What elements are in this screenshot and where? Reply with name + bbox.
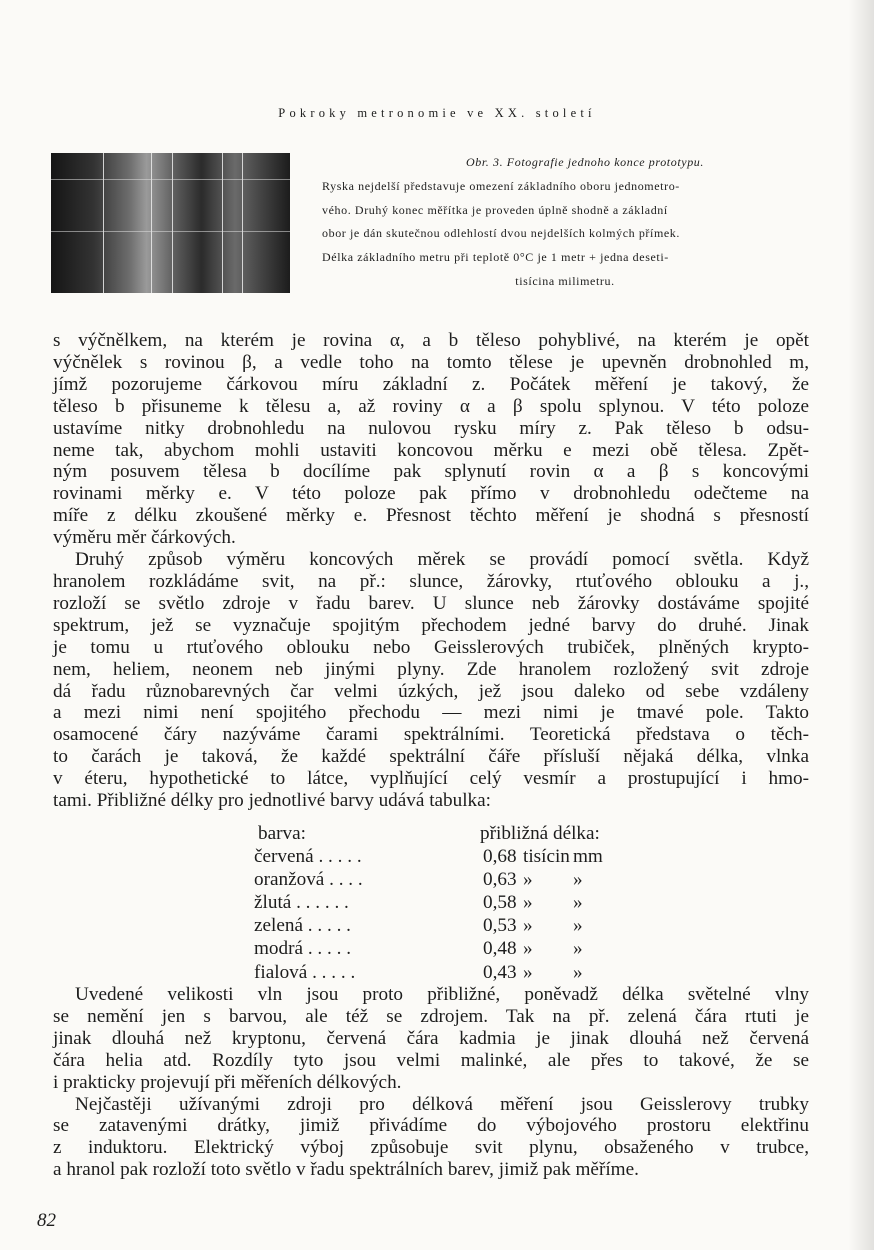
row-unit: mm [573,846,603,868]
text-line: ustavíme nitky drobnohledu na nulovou rysku míry z. Pak těleso b odsu- [53,417,809,439]
text-line: i prakticky projevují při měřeních délkových. [53,1071,402,1093]
row-value: 0,43 [483,961,517,983]
running-head: Pokroky metronomie ve XX. století [278,106,596,120]
paragraph-3 [53,984,809,1094]
caption-line: tisícina milimetru. [515,273,615,288]
row-color: červená . . . . . [254,846,362,868]
text-line: výměru měr čárkových. [53,527,236,549]
text-line: ným posuvem tělesa b docílíme pak splynutí rovin α a β s koncovými [53,461,809,483]
row-unit: » [523,938,533,960]
row-unit: » [573,938,583,960]
scale-line [222,153,223,293]
scale-line [51,231,290,232]
row-unit: » [573,892,583,914]
row-color: fialová . . . . . [254,961,356,983]
text-line: jímž pozorujeme čárkovou míru základní z. Počátek měření je takový, že [53,373,809,395]
caption-line: vého. Druhý konec měřítka je proveden úplně shodně a základní [322,202,668,217]
text-line: jinak dlouhá než kryptonu, červená čára kadmia je jinak dlouhá než červená [53,1027,809,1049]
row-unit: » [523,915,533,937]
scale-line [151,153,152,293]
paragraph-4 [53,1094,809,1182]
row-value: 0,48 [483,938,517,960]
row-unit: tisícin [523,846,570,868]
row-value: 0,58 [483,892,517,914]
scale-line [172,153,173,293]
row-value: 0,63 [483,869,517,891]
scale-line [242,153,243,293]
text-line: výčnělek s rovinou β, a vedle toho na tomto tělese je upevněn drobnohled m, [53,351,809,373]
text-line: nem, heliem, neonem neb jinými plyny. Zde hranolem rozložený svit zdroje [53,658,809,680]
text-line: rozloží se světlo zdroje v řadu barev. U slunce neb žárovky dostáváme spojité [53,592,809,614]
paragraph-1 [53,330,809,549]
wavelength-table [254,822,674,984]
header-color: barva: [258,823,306,844]
row-unit: » [523,869,533,891]
row-unit: » [573,869,583,891]
caption-line: Ryska nejdelší představuje omezení základního oboru jednometro- [322,178,680,193]
caption-line: obor je dán skutečnou odlehlostí dvou nejdelších kolmých přímek. [322,226,681,241]
paragraph-2 [53,549,809,812]
text-line: Uvedené velikosti vln jsou proto přibližné, poněvadž délka světelné vlny [75,984,809,1005]
text-line: a mezi nimi není spojitého přechodu — mezi nimi je tmavé pole. Takto [53,702,809,724]
text-line: z induktoru. Elektrický výboj způsobuje svit plynu, obsaženého v trubce, [53,1137,809,1159]
text-line: tami. Přibližné délky pro jednotlivé barvy udává tabulka: [53,790,491,812]
text-line: se zatavenými drátky, jimiž přivádíme do výbojového prostoru elektřinu [53,1115,809,1137]
text-line: to čarách je taková, že každé spektrální čáře přísluší nějaká délka, vlnka [53,746,809,768]
table-row [254,891,674,914]
prototype-photo [51,153,290,293]
main-text-lower [53,984,809,1181]
row-unit: » [573,961,583,983]
text-line: Druhý způsob výměru koncových měrek se provádí pomocí světla. Když [75,549,809,571]
text-line: spektrum, jež se vyznačuje spojitým přechodem jedné barvy do druhé. Jinak [53,614,809,636]
table-header [254,822,674,845]
text-line: Nejčastěji užívanými zdroji pro délková měření jsou Geisslerovy trubky [75,1093,809,1115]
main-text-upper [53,330,809,812]
text-line: dá řadu různobarevných čar velmi úzkých, jež jsou daleko od sebe vzdáleny [53,680,809,702]
row-color: žlutá . . . . . . [254,892,349,914]
text-line: těleso b přisuneme k tělesu a, až roviny α a β spolu splynou. V této poloze [53,395,809,417]
table-row [254,868,674,891]
text-line: rovinami měrky e. V této poloze pak přímo v drobnohledu odečteme na [53,483,809,505]
row-value: 0,53 [483,915,517,937]
page-number: 82 [37,1210,56,1231]
text-line: v éteru, hypothetické to látce, vyplňující celý vesmír a prostupující i hmo- [53,768,809,790]
figure-caption [322,151,808,294]
table-row [254,961,674,984]
page-edge-shadow [848,0,874,1250]
text-line: s výčnělkem, na kterém je rovina α, a b těleso pohyblivé, na kterém je opět [53,330,809,351]
row-unit: » [573,915,583,937]
row-color: oranžová . . . . [254,869,363,891]
table-row [254,937,674,960]
table-row [254,845,674,868]
row-unit: » [523,892,533,914]
row-color: modrá . . . . . [254,938,351,960]
row-color: zelená . . . . . [254,915,351,937]
scale-line [51,179,290,180]
scale-line [103,153,104,293]
text-line: hranolem rozkládáme svit, na př.: slunce, žárovky, rtuťového oblouku a j., [53,570,809,592]
text-line: osamocené čáry nazýváme čarami spektrálními. Teoretická představa o těch- [53,724,809,746]
row-value: 0,68 [483,846,517,868]
text-line: čára helia atd. Rozdíly tyto jsou velmi malinké, ale přes to takové, že se [53,1049,809,1071]
text-line: se nemění jen s barvou, ale též se zdrojem. Tak na př. zelená čára rtuti je [53,1005,809,1027]
table-row [254,914,674,937]
caption-line: Délka základního metru při teplotě 0°C je 1 metr + jedna deseti- [322,250,669,265]
text-line: a hranol pak rozloží toto světlo v řadu spektrálních barev, jimiž pak měříme. [53,1159,639,1181]
text-line: je tomu u rtuťového oblouku nebo Geisslerových trubiček, plněných krypto- [53,636,809,658]
header-length: přibližná délka: [480,823,600,844]
text-line: míře z délku zkoušené měrky e. Přesnost těchto měření je shodná s přesností [53,505,809,527]
figure-title: Obr. 3. Fotografie jednoho konce prototypu. [466,155,704,169]
text-line: neme tak, abychom mohli ustaviti koncovou měrku e mezi obě tělesa. Zpět- [53,439,809,461]
row-unit: » [523,961,533,983]
